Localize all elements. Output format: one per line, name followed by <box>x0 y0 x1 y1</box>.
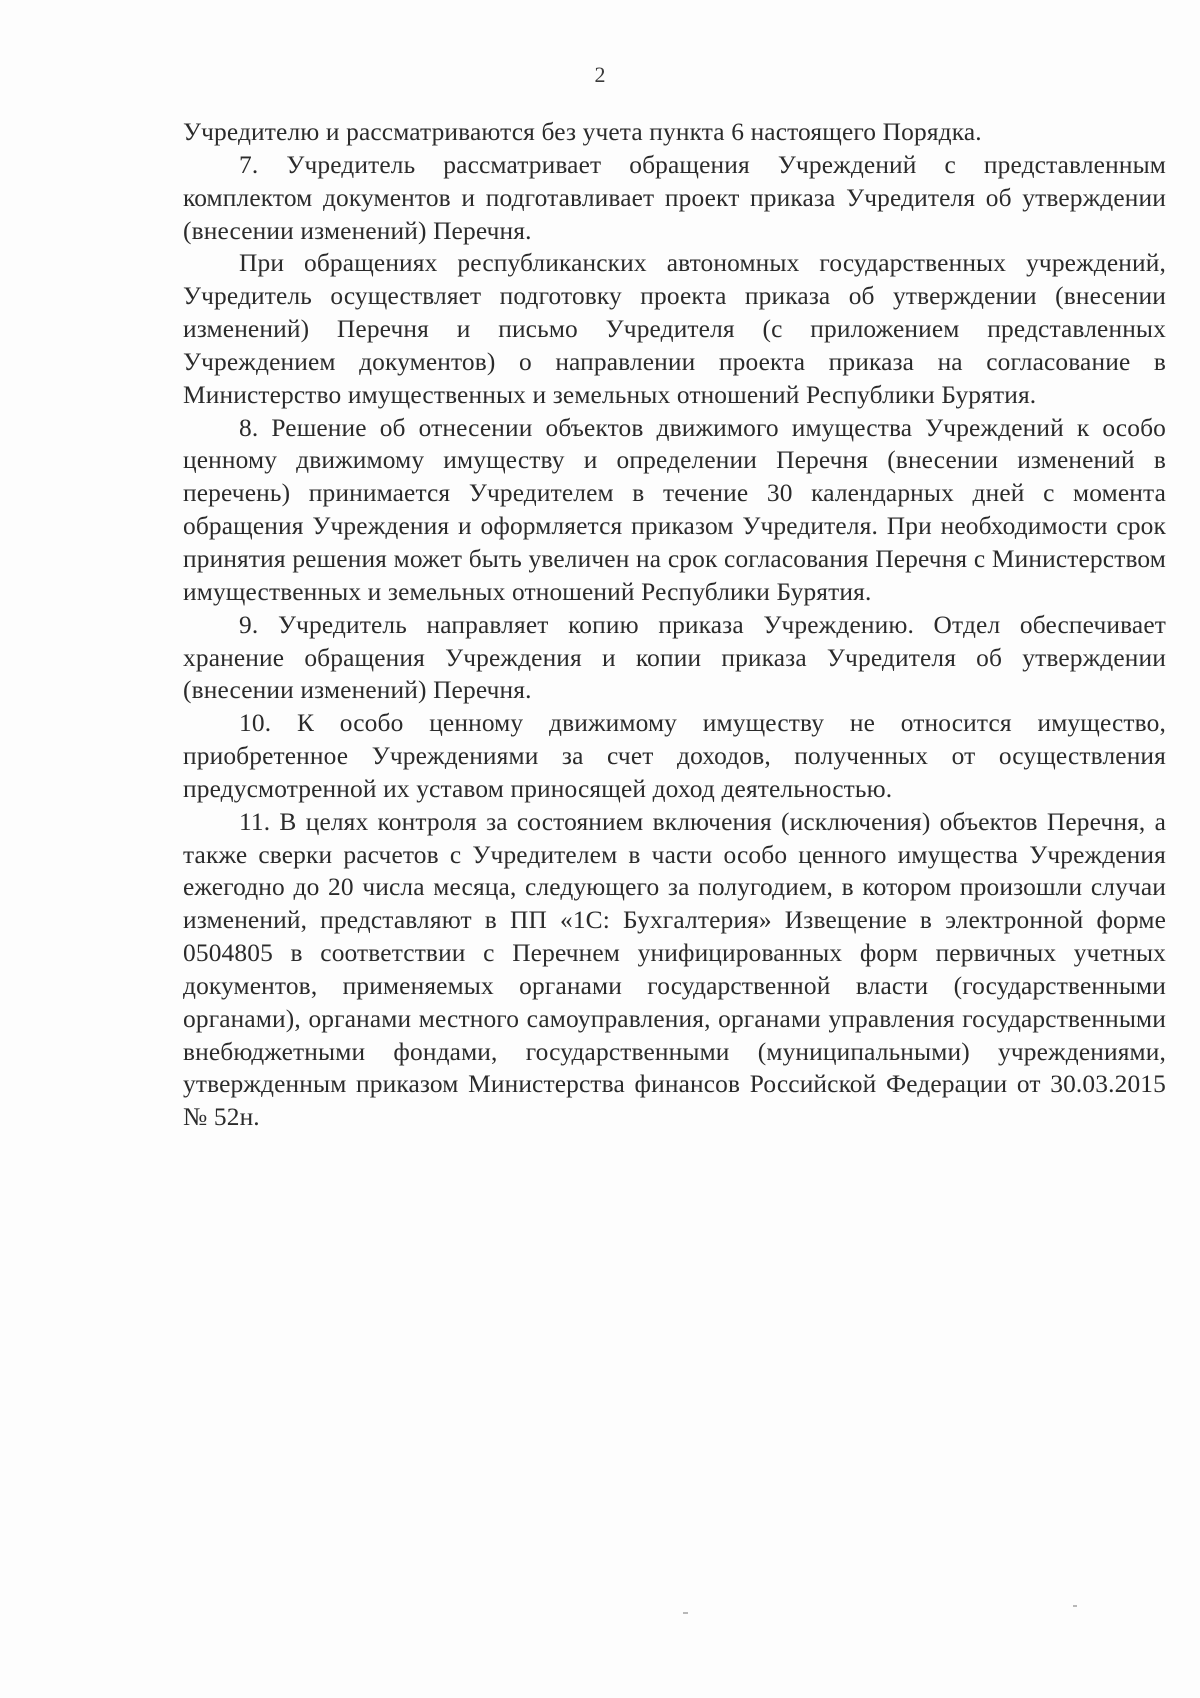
document-body <box>183 116 1166 1134</box>
paragraph-9: 9. Учредитель направляет копию приказа Учреждению. Отдел обеспечивает хранение обращения Учреждения и копии приказа Учредителя об утверждении (внесении изменений) Перечня. <box>183 610 1166 705</box>
scan-speck <box>1073 1605 1077 1607</box>
paragraph-7: 7. Учредитель рассматривает обращения Учреждений с представленным комплектом документов и подготавливает проект приказа Учредителя об утверждении (внесении изменений) Перечня. <box>183 150 1166 245</box>
paragraph-10: 10. К особо ценному движимому имуществу не относится имущество, приобретенное Учреждениями за счет доходов, полученных от осуществления предусмотренной их уставом приносящей доход деятельностью. <box>183 709 1166 803</box>
page-number: 2 <box>594 62 606 87</box>
scan-speck <box>683 1612 688 1614</box>
paragraph-continuation: Учредителю и рассматриваются без учета пункта 6 настоящего Порядка. <box>183 118 982 146</box>
paragraph-11: 11. В целях контроля за состоянием включения (исключения) объектов Перечня, а также сверки расчетов с Учредителем в части особо ценного имущества Учреждения ежегодно до 20 числа месяца, следующего за полугодием, в котором произошли случаи изменений, представляют в ПП «1С: Бухгалтерия» Извещение в электронной форме 0504805 в соответствии с Перечнем унифицированных форм первичных учетных документов, применяемых органами государственной власти (государственными органами), органами местного самоуправления, органами управления государственными внебюджетными фондами, государственными (муниципальными) учреждениями, утвержденным приказом Министерства финансов Российской Федерации от 30.03.2015 № 52н. <box>183 807 1166 1132</box>
paragraph-7-appendix: При обращениях республиканских автономных государственных учреждений, Учредитель осуществляет подготовку проекта приказа об утверждении (внесении изменений) Перечня и письмо Учредителя (с приложением представленных Учреждением документов) о направлении проекта приказа на согласование в Министерство имущественных и земельных отношений Республики Бурятия. <box>183 249 1166 409</box>
paragraph-8: 8. Решение об отнесении объектов движимого имущества Учреждений к особо ценному движимому имуществу и определении Перечня (внесении изменений в перечень) принимается Учредителем в течение 30 календарных дней с момента обращения Учреждения и оформляется приказом Учредителя. При необходимости срок принятия решения может быть увеличен на срок согласования Перечня с Министерством имущественных и земельных отношений Республики Бурятия. <box>183 413 1166 606</box>
